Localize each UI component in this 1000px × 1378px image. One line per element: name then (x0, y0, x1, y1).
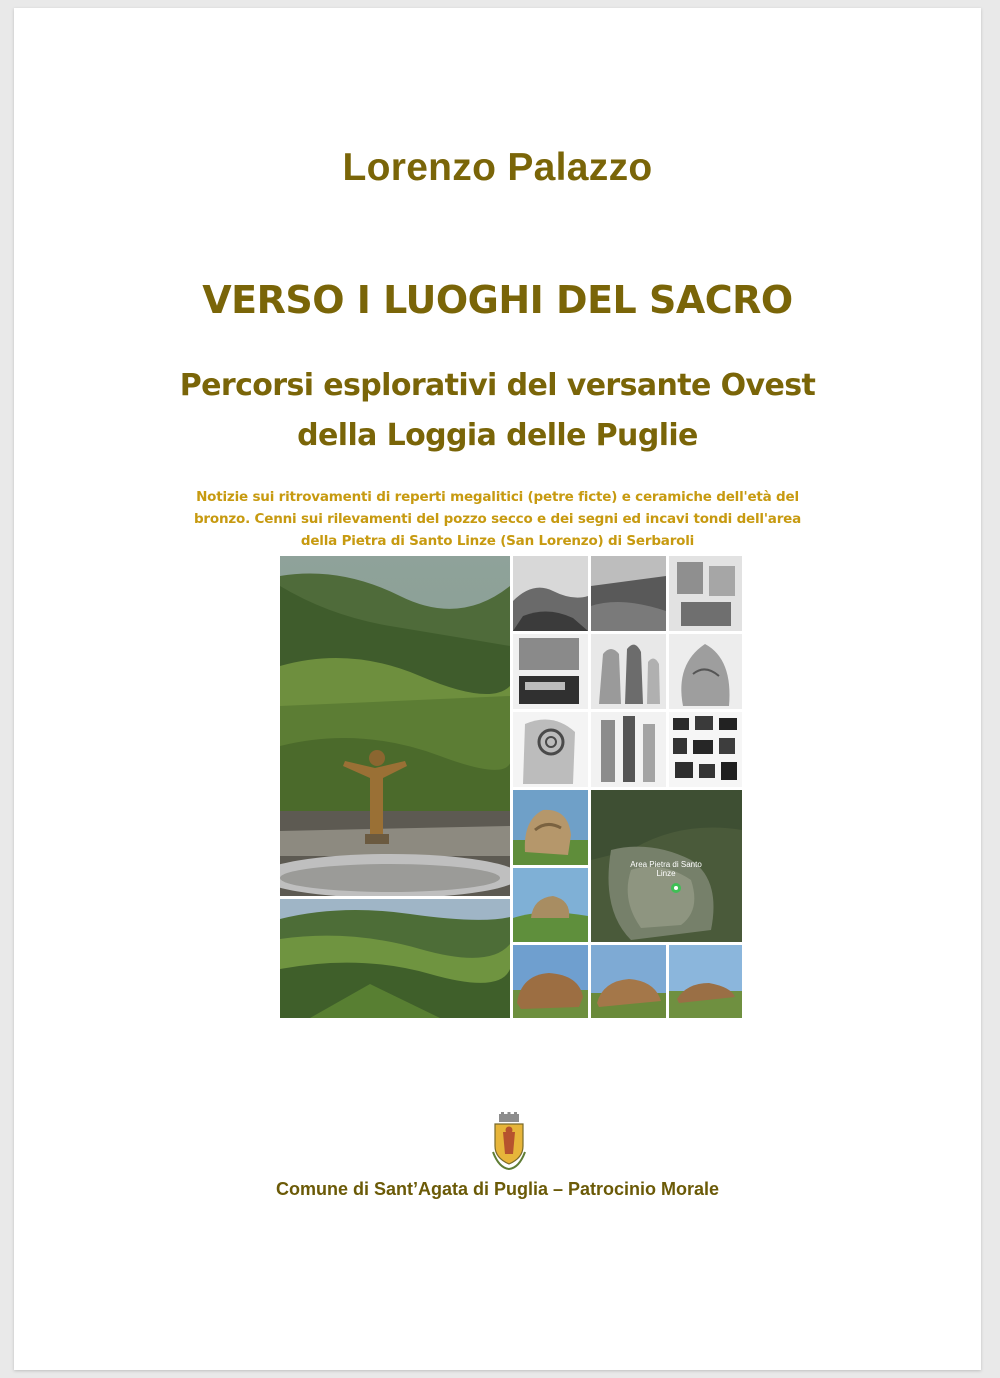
photo-rounded-megalith-bw (669, 634, 742, 709)
subtitle-line: Percorsi esplorativi del versante Ovest (179, 368, 816, 403)
photo-collage (280, 556, 742, 1018)
book-subtitle (14, 361, 981, 461)
photo-stone-wall-bw (591, 556, 666, 631)
photo-rock-panorama-1 (513, 945, 588, 1018)
photo-carved-spiral-bw (513, 712, 588, 787)
photo-pottery-shards (669, 712, 742, 787)
map-label: Area Pietra di Santo Linze (630, 860, 702, 878)
photo-rock-bw (513, 556, 588, 631)
photo-standing-stones-bw (591, 634, 666, 709)
cover-notes (164, 486, 831, 552)
photo-stone-block-bw (513, 634, 588, 709)
photo-rock-on-hillside (513, 868, 588, 942)
photo-valley-statue (280, 556, 510, 896)
photo-rock-panorama-2 (591, 945, 666, 1018)
municipal-coat-of-arms-icon (489, 1112, 529, 1172)
photo-rock-formation (513, 790, 588, 865)
photo-rock-panorama-3 (669, 945, 742, 1018)
author-name: Lorenzo Palazzo (342, 146, 653, 189)
photo-satellite-map (591, 790, 742, 942)
photo-stone-pillars-bw (591, 712, 666, 787)
photo-green-hills (280, 899, 510, 1018)
notes-line: bronzo. Cenni sui rilevamenti del pozzo secco e dei segni ed incavi tondi dell'area (193, 511, 802, 527)
book-title: VERSO I LUOGHI DEL SACRO (202, 278, 793, 322)
notes-line: della Pietra di Santo Linze (San Lorenzo) di Serbaroli (300, 533, 695, 549)
document-page (14, 8, 981, 1370)
photo-stones-bw (669, 556, 742, 631)
footer-patronage: Comune di Sant’Agata di Puglia – Patrocinio Morale (275, 1179, 720, 1199)
notes-line: Notizie sui ritrovamenti di reperti megalitici (petre ficte) e ceramiche dell'età del (196, 489, 799, 505)
subtitle-line: della Loggia delle Puglie (297, 418, 698, 453)
